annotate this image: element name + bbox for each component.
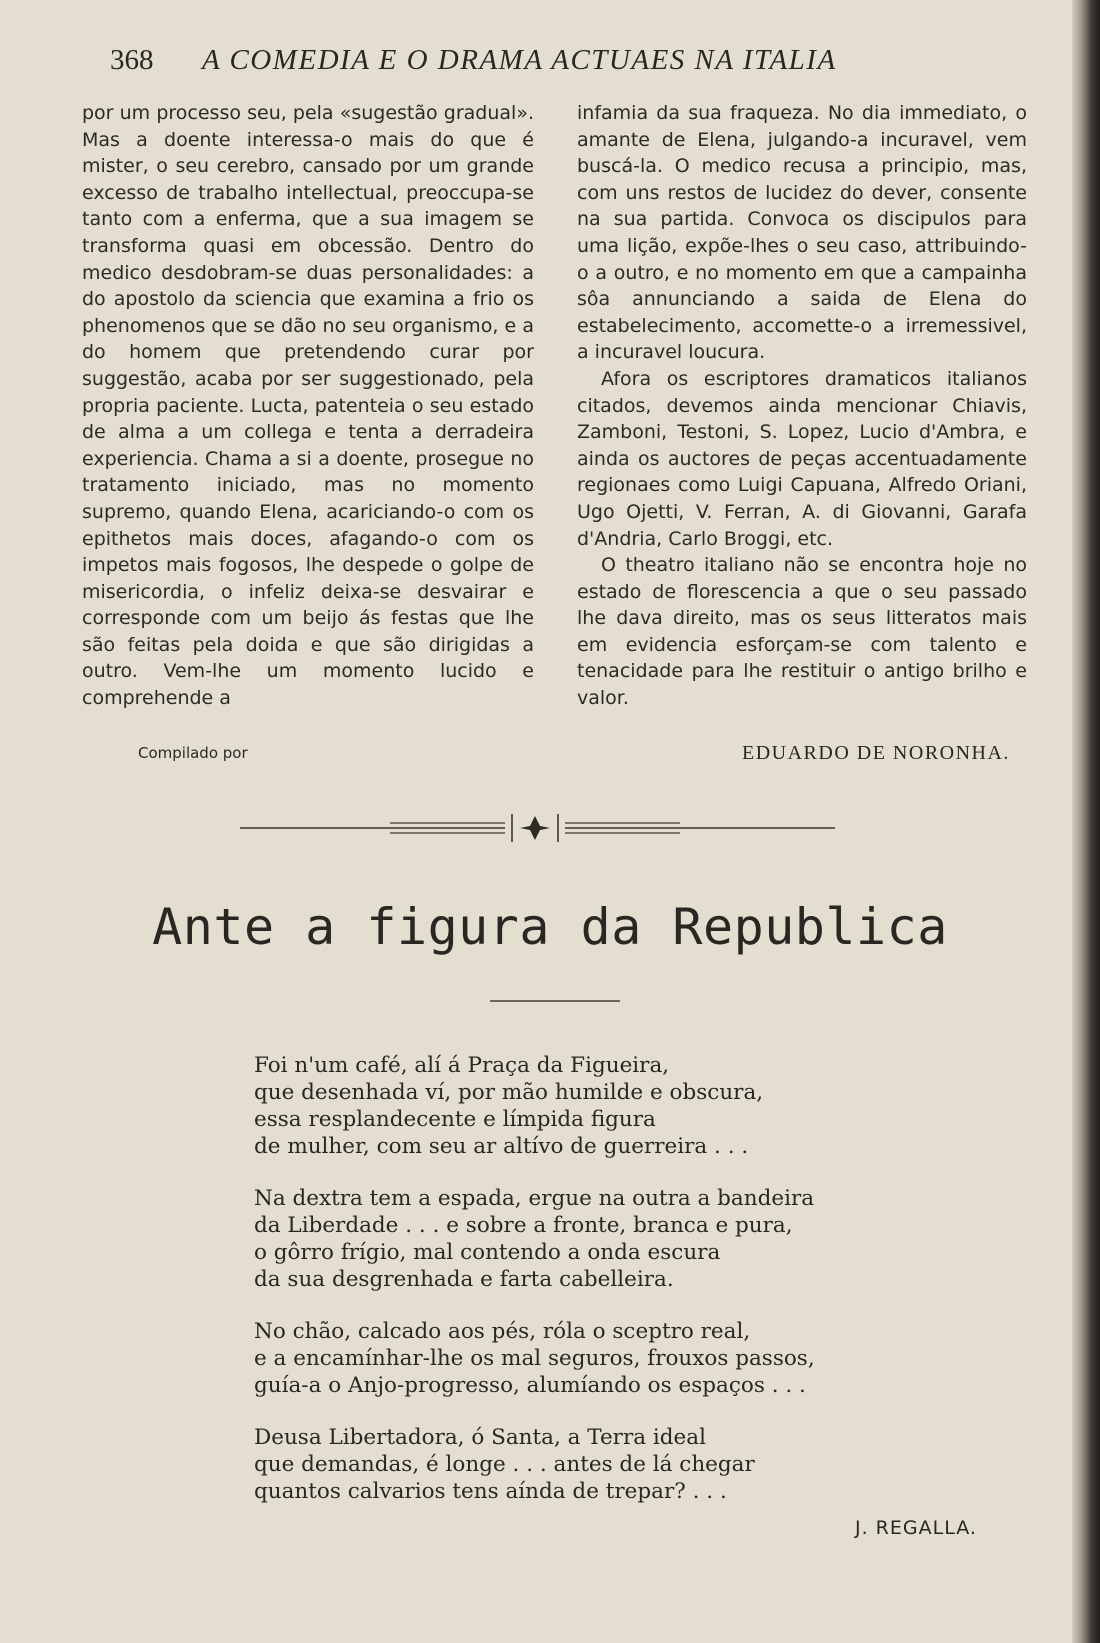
stanza [254,1185,894,1293]
poem-title: Ante a figura da Republica [152,898,948,956]
poem-author: J. REGALLA. [855,1517,977,1539]
title-rule [490,1000,620,1002]
verse-line: No chão, calcado aos pés, róla o sceptro real, [254,1319,751,1344]
stanza [254,1318,894,1399]
verse-line: da Liberdade . . . e sobre a fronte, branca e pura, [254,1213,793,1238]
compiled-by-label: Compilado por [138,744,248,762]
section-divider-ornament [240,812,880,844]
paragraph: por um processo seu, pela «sugestão gradual». Mas a doente interessa-o mais do que é mister, o seu cerebro, cansado por um grande excesso de trabalho intellectual, preoccupa-se tanto com a enferma, que a sua imagem se transforma quasi em obcessão. Dentro do medico desdobram-se duas personalidades: a do apostolo da sciencia que examina a frio os phenomenos que se dão no seu organismo, e a do homem que pretendendo curar por suggestão, acaba por ser suggestionado, pela propria paciente. Lucta, patenteia o seu estado de alma a um collega e tenta a derradeira experiencia. Chama a si a doente, prosegue no tratamento iniciado, mas no momento supremo, quando Elena, acariciando-o com os epithetos mais doces, afagando-o com os impetos mais fogosos, lhe despede o golpe de misericordia, o infeliz deixa-se desvairar e corresponde com um beijo ás festas que lhe são feitas pela doida e que são dirigidas a outro. Vem-lhe um momento lucido e comprehende a [82,102,534,710]
stanza [254,1052,894,1160]
paragraph: O theatro italiano não se encontra hoje no estado de florescencia a que o seu passado lhe dava direito, mas os seus litteratos mais em evidencia esforçam-se com talento e tenacidade para lhe restituir o antigo brilho e valor. [577,554,1027,710]
verse-line: de mulher, com seu ar altívo de guerreira . . . [254,1134,749,1159]
verse-line: da sua desgrenhada e farta cabelleira. [254,1267,674,1292]
verse-line: quantos calvarios tens aínda de trepar? . . . [254,1479,727,1504]
stanza [254,1424,894,1505]
verse-line: que demandas, é longe . . . antes de lá chegar [254,1452,755,1477]
article-author: EDUARDO DE NORONHA. [742,742,1010,764]
running-head-title: A COMEDIA E O DRAMA ACTUAES NA ITALIA [202,44,837,76]
verse-line: o gôrro frígio, mal contendo a onda escura [254,1240,721,1265]
running-head [110,44,960,84]
book-binding-edge [1072,0,1100,1643]
verse-line: essa resplandecente e límpida figura [254,1107,656,1132]
article-column-right [577,100,1027,712]
verse-line: que desenhada ví, por mão humilde e obscura, [254,1080,764,1105]
verse-line: Deusa Libertadora, ó Santa, a Terra ideal [254,1425,706,1450]
verse-line: guía-a o Anjo-progresso, alumíando os espaços . . . [254,1373,806,1398]
verse-line: Foi n'um café, alí á Praça da Figueira, [254,1053,670,1078]
page-number: 368 [110,44,154,76]
verse-line: e a encamínhar-lhe os mal seguros, frouxos passos, [254,1346,815,1371]
article-column-left [82,100,534,712]
paragraph: infamia da sua fraqueza. No dia immediato, o amante de Elena, julgando-a incuravel, vem buscá-la. O medico recusa a principio, mas, com uns restos de lucidez do dever, consente na sua partida. Convoca os discipulos para uma lição, expõe-lhes o seu caso, attribuindo-o a outro, e no momento em que a campainha sôa annunciando a saida de Elena do estabelecimento, accomette-o a irremessivel, a incuravel loucura. [577,102,1027,364]
poem-body [254,1052,894,1530]
paragraph: Afora os escriptores dramaticos italianos citados, devemos ainda mencionar Chiavis, Zamboni, Testoni, S. Lopez, Lucio d'Ambra, e ainda os auctores de peças accentuadamente regionaes como Luigi Capuana, Alfredo Oriani, Ugo Ojetti, V. Ferran, A. di Giovanni, Garafa d'Andria, Carlo Broggi, etc. [577,367,1027,550]
verse-line: Na dextra tem a espada, ergue na outra a bandeira [254,1186,815,1211]
